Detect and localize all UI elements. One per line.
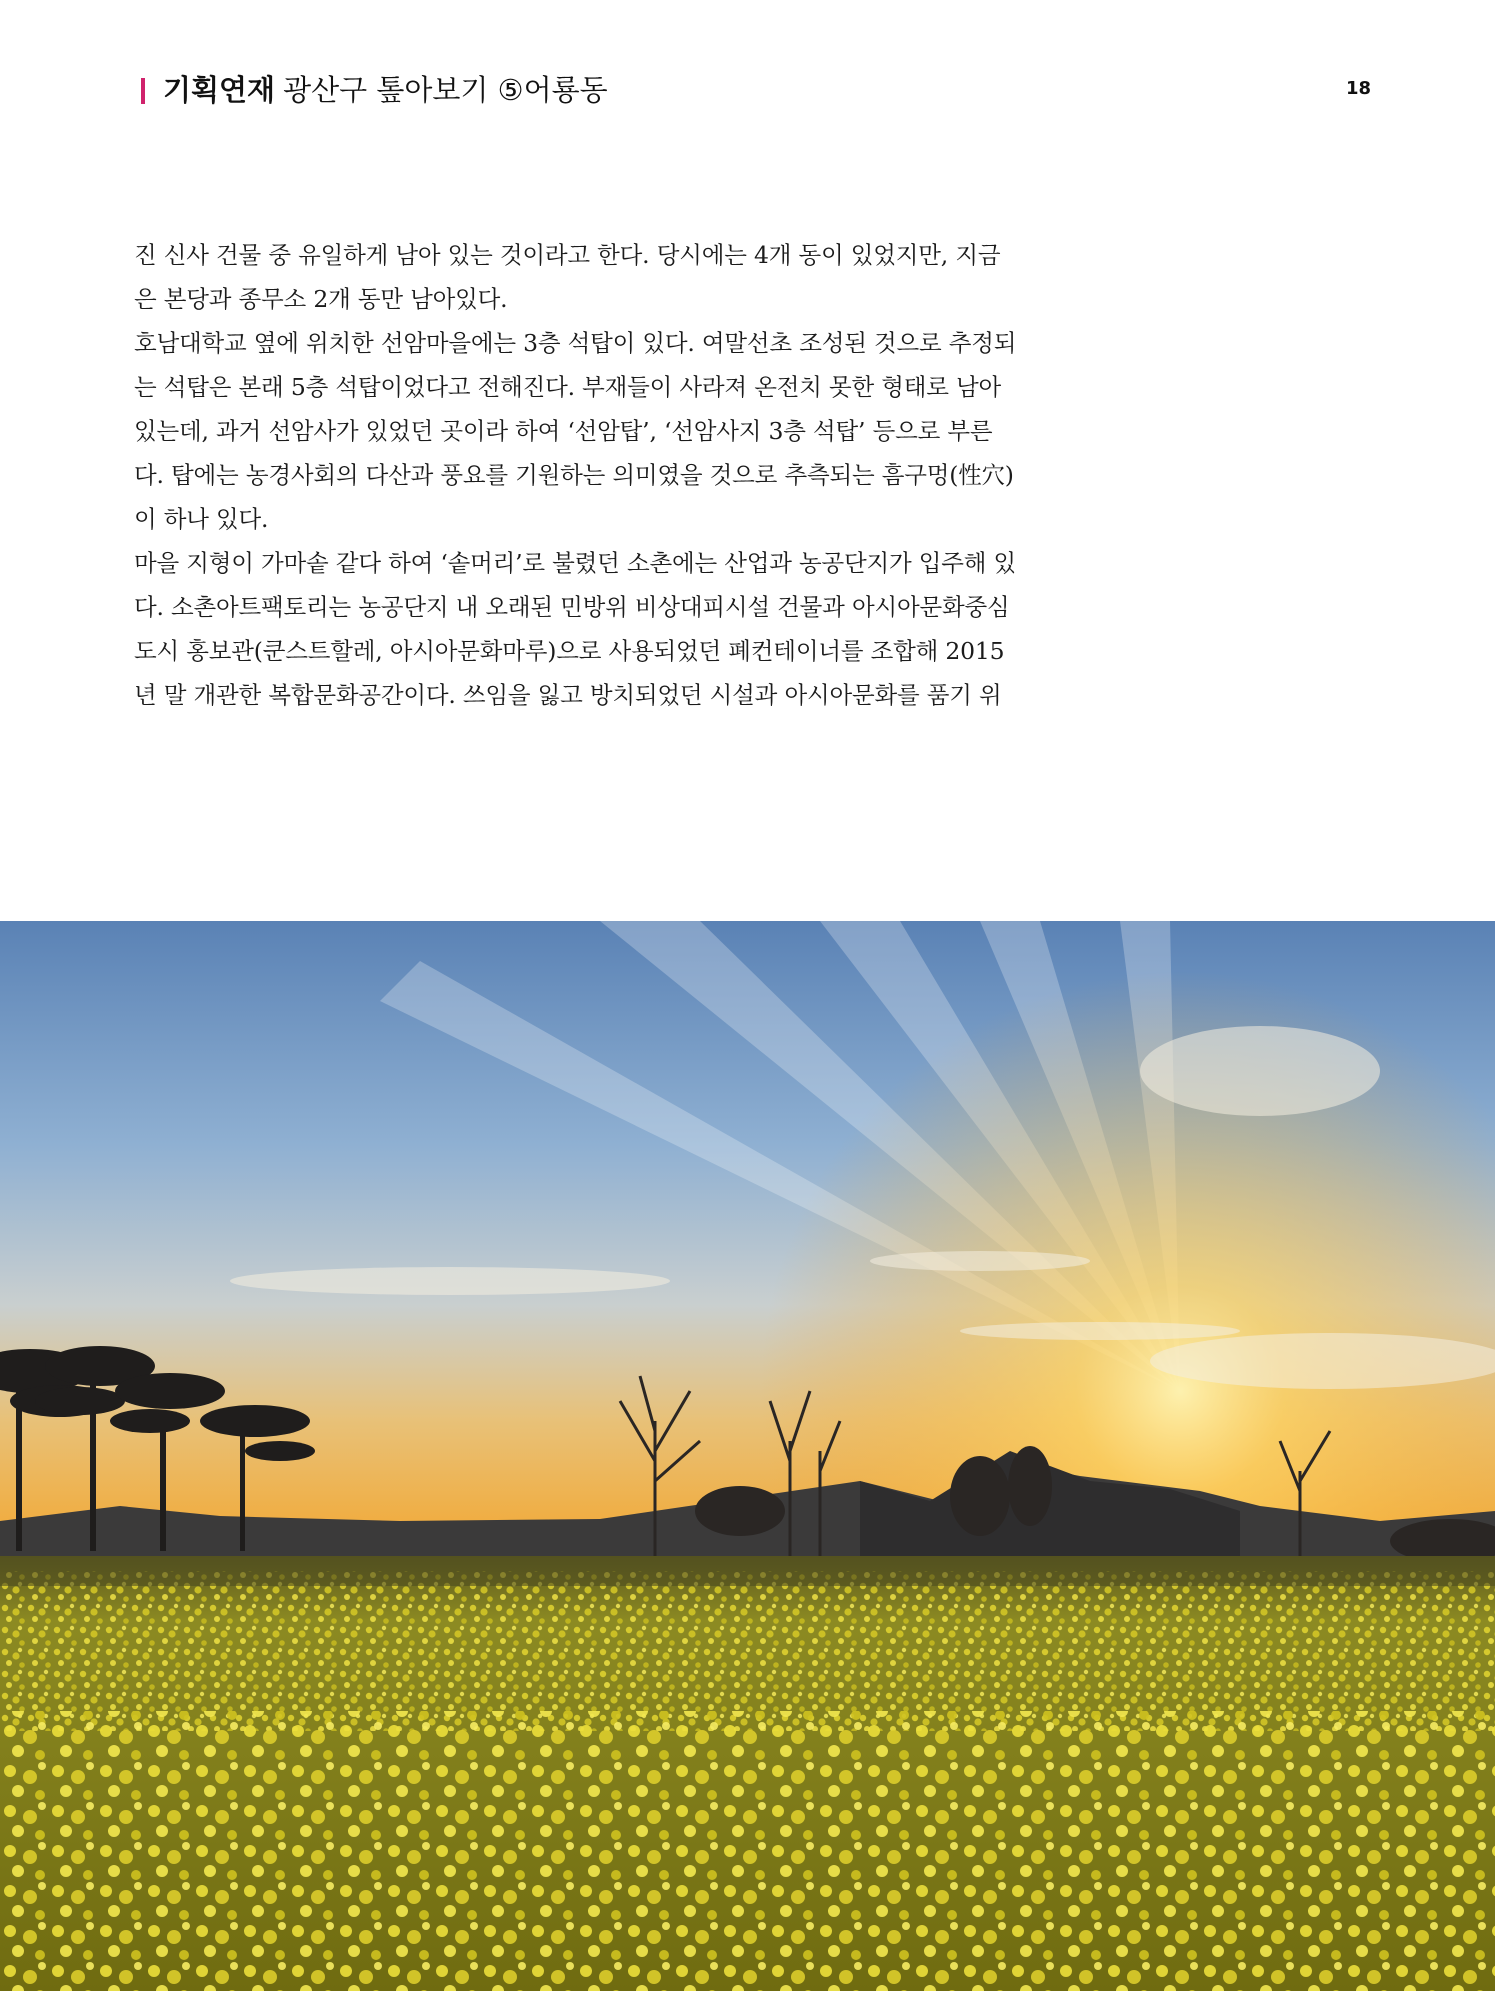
article-body xyxy=(134,233,1081,717)
article-line: 다. 탑에는 농경사회의 다산과 풍요를 기원하는 의미였을 것으로 추측되는 흠구멍(性穴) xyxy=(134,461,1014,489)
article-line: 마을 지형이 가마솥 같다 하여 ‘솥머리’로 불렸던 소촌에는 산업과 농공단지가 입주해 있 xyxy=(134,549,1017,577)
article-line: 호남대학교 옆에 위치한 선암마을에는 3층 석탑이 있다. 여말선초 조성된 것으로 추정되 xyxy=(134,329,1017,357)
article-line: 도시 홍보관(쿤스트할레, 아시아문화마루)으로 사용되었던 폐컨테이너를 조합해 2015 xyxy=(134,637,1005,665)
article-line: 는 석탑은 본래 5층 석탑이었다고 전해진다. 부재들이 사라져 온전치 못한 형태로 남아 xyxy=(134,373,1002,401)
series-label: 기획연재 xyxy=(163,73,276,107)
article-line: 다. 소촌아트팩토리는 농공단지 내 오래된 민방위 비상대피시설 건물과 아시아문화중심 xyxy=(134,593,1010,621)
landscape-photo xyxy=(0,921,1495,1991)
header-accent-bar xyxy=(141,78,145,104)
article-line: 은 본당과 종무소 2개 동만 남아있다. xyxy=(134,285,508,313)
page-number: 18 xyxy=(1345,78,1371,99)
article-line: 이 하나 있다. xyxy=(134,505,269,533)
page-header xyxy=(141,70,1371,110)
sunset-canola-field-image xyxy=(0,921,1495,1991)
header-title xyxy=(163,72,608,108)
article-line: 있는데, 과거 선암사가 있었던 곳이라 하여 ‘선암탑’, ‘선암사지 3층 석탑’ 등으로 부른 xyxy=(134,417,993,445)
series-subtitle: 광산구 톺아보기 ⑤어룡동 xyxy=(283,73,608,107)
article-line: 진 신사 건물 중 유일하게 남아 있는 것이라고 한다. 당시에는 4개 동이 있었지만, 지금 xyxy=(134,241,1001,269)
article-line: 년 말 개관한 복합문화공간이다. 쓰임을 잃고 방치되었던 시설과 아시아문화를 품기 위 xyxy=(134,681,1002,709)
